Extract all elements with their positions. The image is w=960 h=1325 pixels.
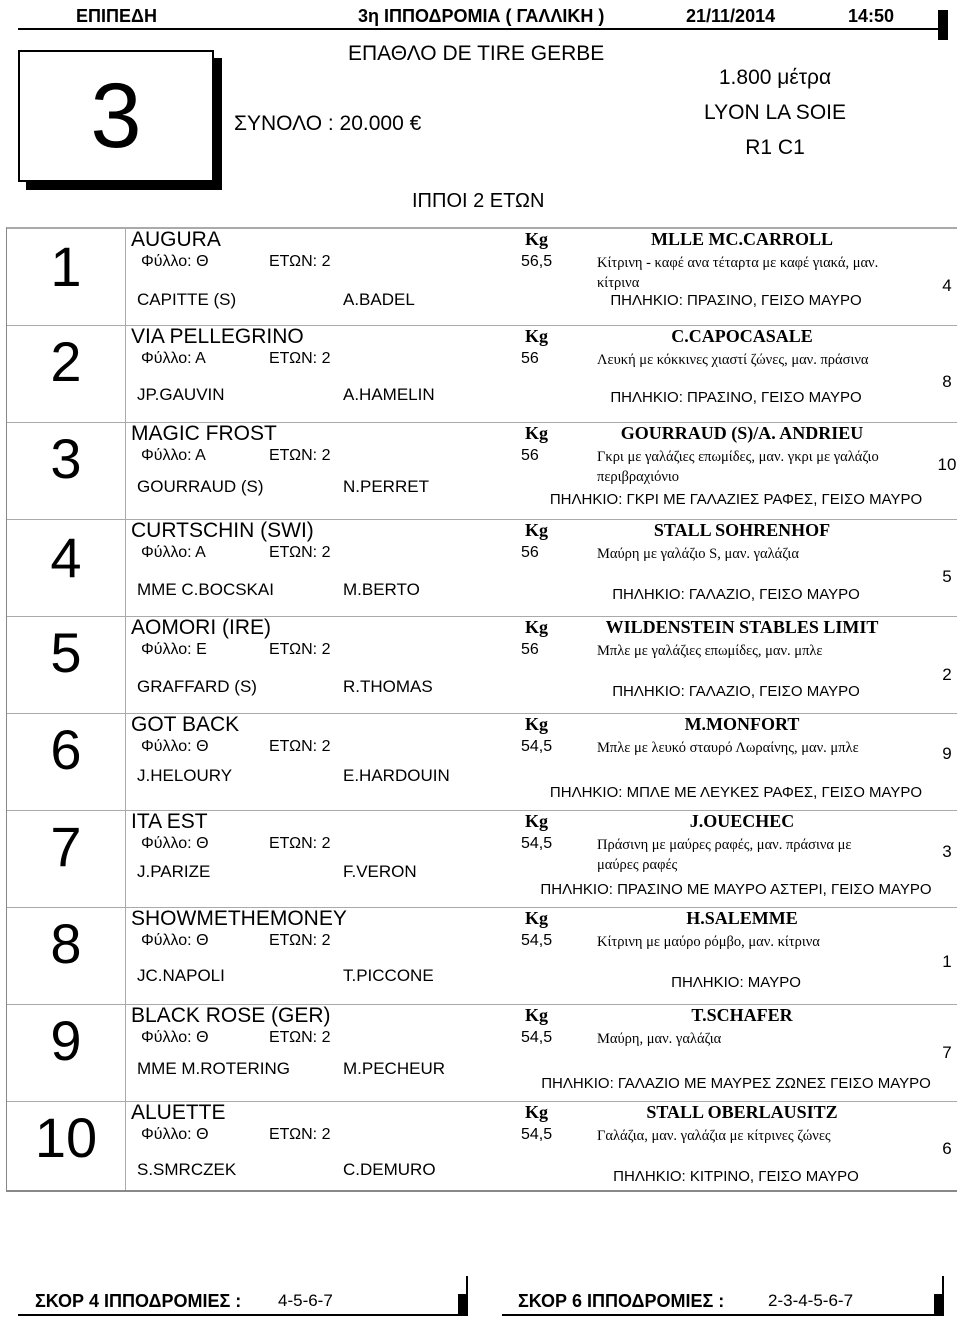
runner-number: 1 xyxy=(50,235,82,298)
owner-name: J.OUECHEC xyxy=(689,811,795,831)
kg-label: Kg xyxy=(525,326,549,346)
owner-name: STALL SOHRENHOF xyxy=(653,520,831,540)
kg-label: Kg xyxy=(525,1005,549,1025)
runner-number: 5 xyxy=(50,621,82,684)
owner-name: T.SCHAFER xyxy=(691,1005,793,1025)
horse-age: ΕΤΩΝ: 2 xyxy=(269,350,331,367)
horse-age: ΕΤΩΝ: 2 xyxy=(269,253,331,270)
trainer-name: M.BERTO xyxy=(343,580,420,599)
owner-name: M.MONFORT xyxy=(684,714,800,734)
owner-name: C.CAPOCASALE xyxy=(671,326,813,346)
score4-box xyxy=(18,1276,468,1316)
owner-name: STALL OBERLAUSITZ xyxy=(646,1102,838,1122)
helmet-colors: ΠΗΛΗΚΙΟ: ΓΚΡΙ ΜΕ ΓΑΛΑΖΙΕΣ ΡΑΦΕΣ, ΓΕΙΣΟ ΜΑΥΡΟ xyxy=(549,491,923,508)
score6-box xyxy=(502,1276,944,1316)
jockey-name: MME C.BOCSKAI xyxy=(137,580,274,599)
horse-age: ΕΤΩΝ: 2 xyxy=(269,544,331,561)
horse-sex: Φύλλο: Α xyxy=(141,544,206,561)
runner-row xyxy=(7,810,957,908)
jockey-name: MME M.ROTERING xyxy=(137,1059,290,1078)
race-label: 3η ΙΠΠΟΔΡΟΜΙΑ ( ΓΑΛΛΙΚΗ ) xyxy=(358,6,605,26)
runner-number: 7 xyxy=(50,815,82,878)
kg-label: Kg xyxy=(525,423,549,443)
race-distance: 1.800 μέτρα xyxy=(718,66,832,89)
score6-box-edge xyxy=(934,1294,944,1314)
trainer-name: N.PERRET xyxy=(343,477,429,496)
silks-description: Μπλε με γαλάζιες επωμίδες, μαν. μπλε xyxy=(597,643,823,659)
runner-number: 6 xyxy=(50,718,82,781)
kg-label: Kg xyxy=(525,1102,549,1122)
prize-name: ΕΠΑΘΛΟ DE TIRE GERBE xyxy=(348,42,605,65)
runner-number: 9 xyxy=(50,1009,82,1072)
form-number: 3 xyxy=(942,842,952,861)
form-number: 2 xyxy=(942,665,952,684)
silks-description: Πράσινη με μαύρες ραφές, μαν. πράσινα με μαύρες ραφές xyxy=(597,837,852,873)
score6-value: 2-3-4-5-6-7 xyxy=(768,1291,854,1310)
helmet-colors: ΠΗΛΗΚΙΟ: ΓΑΛΑΖΙΟ ΜΕ ΜΑΥΡΕΣ ΖΩΝΕΣ ΓΕΙΣΟ ΜΑΥΡΟ xyxy=(541,1075,931,1092)
horse-sex: Φύλλο: Ε xyxy=(141,641,207,658)
horse-weight: 54,5 xyxy=(521,1126,553,1143)
race-number: 3 xyxy=(90,65,142,167)
horse-weight: 56 xyxy=(521,544,539,561)
runners-table xyxy=(6,227,957,1192)
horse-name: CURTSCHIN (SWI) xyxy=(131,519,314,542)
header-rule xyxy=(18,28,942,30)
trainer-name: R.THOMAS xyxy=(343,677,433,696)
owner-name: MLLE MC.CARROLL xyxy=(650,229,833,249)
kg-label: Kg xyxy=(525,617,549,637)
runner-row xyxy=(7,1101,957,1191)
horse-weight: 54,5 xyxy=(521,738,553,755)
horse-weight: 54,5 xyxy=(521,1029,553,1046)
silks-description: Κίτρινη - καφέ ανα τέταρτα με καφέ γιακά, μαν. κίτρινα xyxy=(597,255,879,291)
race-date: 21/11/2014 xyxy=(686,6,776,26)
form-number: 5 xyxy=(942,567,952,586)
trainer-name: E.HARDOUIN xyxy=(343,766,450,785)
runner-row xyxy=(7,228,957,326)
horse-name: AUGURA xyxy=(131,228,221,251)
trainer-name: C.DEMURO xyxy=(343,1160,436,1179)
horse-sex: Φύλλο: Θ xyxy=(141,1126,209,1143)
race-number-box xyxy=(18,50,214,182)
helmet-colors: ΠΗΛΗΚΙΟ: ΠΡΑΣΙΝΟ, ΓΕΙΣΟ ΜΑΥΡΟ xyxy=(610,292,862,309)
form-number: 9 xyxy=(942,744,952,763)
runner-number: 4 xyxy=(50,526,82,589)
silks-description: Λευκή με κόκκινες χιαστί ζώνες, μαν. πράσινα xyxy=(597,352,869,368)
horse-sex: Φύλλο: Θ xyxy=(141,1029,209,1046)
runner-row xyxy=(7,519,957,617)
horse-age: ΕΤΩΝ: 2 xyxy=(269,738,331,755)
horse-weight: 56 xyxy=(521,447,539,464)
runner-row xyxy=(7,422,957,520)
horse-weight: 54,5 xyxy=(521,932,553,949)
horse-age: ΕΤΩΝ: 2 xyxy=(269,447,331,464)
horse-name: MAGIC FROST xyxy=(131,422,277,445)
helmet-colors: ΠΗΛΗΚΙΟ: ΠΡΑΣΙΝΟ, ΓΕΙΣΟ ΜΑΥΡΟ xyxy=(610,389,862,406)
horse-sex: Φύλλο: Θ xyxy=(141,835,209,852)
runner-number: 10 xyxy=(34,1106,98,1169)
trainer-name: T.PICCONE xyxy=(343,966,434,985)
horse-age: ΕΤΩΝ: 2 xyxy=(269,641,331,658)
race-code: R1 C1 xyxy=(745,136,805,159)
jockey-name: J.PARIZE xyxy=(137,862,211,881)
surface-label: ΕΠΙΠΕΔΗ xyxy=(76,6,157,26)
jockey-name: GOURRAUD (S) xyxy=(137,477,264,496)
form-number: 6 xyxy=(942,1139,952,1158)
runner-number: 2 xyxy=(50,330,82,393)
jockey-name: CAPITTE (S) xyxy=(137,290,237,309)
horse-name: AOMORI (IRE) xyxy=(131,616,271,639)
kg-label: Kg xyxy=(525,908,549,928)
form-number: 7 xyxy=(942,1043,952,1062)
silks-description: Μαύρη, μαν. γαλάζια xyxy=(597,1031,722,1047)
kg-label: Kg xyxy=(525,811,549,831)
trainer-name: F.VERON xyxy=(343,862,417,881)
form-number: 8 xyxy=(942,372,952,391)
horse-age: ΕΤΩΝ: 2 xyxy=(269,1126,331,1143)
runner-row xyxy=(7,616,957,714)
silks-description: Γαλάζια, μαν. γαλάζια με κίτρινες ζώνες xyxy=(597,1128,831,1144)
horse-name: BLACK ROSE (GER) xyxy=(131,1004,331,1027)
owner-name: WILDENSTEIN STABLES LIMIT xyxy=(605,617,879,637)
horse-weight: 54,5 xyxy=(521,835,553,852)
horse-weight: 56 xyxy=(521,350,539,367)
horse-sex: Φύλλο: Α xyxy=(141,350,206,367)
score4-label: ΣΚΟΡ 4 ΙΠΠΟΔΡΟΜΙΕΣ : xyxy=(35,1291,242,1311)
runner-row xyxy=(7,1004,957,1102)
silks-description: Μαύρη με γαλάζιο S, μαν. γαλάζια xyxy=(597,546,799,562)
helmet-colors: ΠΗΛΗΚΙΟ: ΜΠΛΕ ΜΕ ΛΕΥΚΕΣ ΡΑΦΕΣ, ΓΕΙΣΟ ΜΑΥΡΟ xyxy=(549,784,923,801)
silks-description: Μπλε με λευκό σταυρό Λωραίνης, μαν. μπλε xyxy=(597,740,859,756)
kg-label: Kg xyxy=(525,714,549,734)
race-category: ΙΠΠΟΙ 2 ΕΤΩΝ xyxy=(412,190,545,212)
helmet-colors: ΠΗΛΗΚΙΟ: ΜΑΥΡΟ xyxy=(671,974,801,991)
score6-label: ΣΚΟΡ 6 ΙΠΠΟΔΡΟΜΙΕΣ : xyxy=(518,1291,725,1311)
silks-description: Γκρι με γαλάζιες επωμίδες, μαν. γκρι με γαλάζιο περιβραχιόνιο xyxy=(597,449,879,485)
horse-weight: 56,5 xyxy=(521,253,553,270)
horse-sex: Φύλλο: Θ xyxy=(141,253,209,270)
score4-box-edge xyxy=(458,1294,468,1314)
horse-sex: Φύλλο: Θ xyxy=(141,932,209,949)
owner-name: GOURRAUD (S)/A. ANDRIEU xyxy=(620,423,864,443)
runner-number: 8 xyxy=(50,912,82,975)
helmet-colors: ΠΗΛΗΚΙΟ: ΚΙΤΡΙΝΟ, ΓΕΙΣΟ ΜΑΥΡΟ xyxy=(613,1168,859,1185)
jockey-name: J.HELOURY xyxy=(137,766,233,785)
header-rule-end xyxy=(938,10,948,40)
race-time: 14:50 xyxy=(848,6,895,26)
trainer-name: M.PECHEUR xyxy=(343,1059,446,1078)
helmet-colors: ΠΗΛΗΚΙΟ: ΠΡΑΣΙΝΟ ΜΕ ΜΑΥΡΟ ΑΣΤΕΡΙ, ΓΕΙΣΟ ΜΑΥΡΟ xyxy=(540,881,932,898)
jockey-name: S.SMRCZEK xyxy=(137,1160,237,1179)
runner-row xyxy=(7,325,957,423)
prize-total: ΣΥΝΟΛΟ : 20.000 € xyxy=(234,112,422,135)
kg-label: Kg xyxy=(525,229,549,249)
horse-age: ΕΤΩΝ: 2 xyxy=(269,1029,331,1046)
kg-label: Kg xyxy=(525,520,549,540)
horse-name: ITA EST xyxy=(131,810,208,833)
runner-number: 3 xyxy=(50,427,82,490)
horse-age: ΕΤΩΝ: 2 xyxy=(269,932,331,949)
form-number: 1 xyxy=(942,952,952,971)
helmet-colors: ΠΗΛΗΚΙΟ: ΓΑΛΑΖΙΟ, ΓΕΙΣΟ ΜΑΥΡΟ xyxy=(612,586,860,603)
silks-description: Κίτρινη με μαύρο ρόμβο, μαν. κίτρινα xyxy=(597,934,820,950)
horse-name: ALUETTE xyxy=(131,1101,226,1124)
trainer-name: A.BADEL xyxy=(343,290,415,309)
horse-name: SHOWMETHEMONEY xyxy=(131,907,347,930)
jockey-name: JP.GAUVIN xyxy=(137,385,225,404)
runner-row xyxy=(7,713,957,811)
owner-name: H.SALEMME xyxy=(686,908,798,928)
score4-value: 4-5-6-7 xyxy=(278,1291,333,1310)
form-number: 4 xyxy=(942,276,952,295)
horse-sex: Φύλλο: Α xyxy=(141,447,206,464)
helmet-colors: ΠΗΛΗΚΙΟ: ΓΑΛΑΖΙΟ, ΓΕΙΣΟ ΜΑΥΡΟ xyxy=(612,683,860,700)
race-venue: LYON LA SOIE xyxy=(703,101,846,124)
jockey-name: JC.NAPOLI xyxy=(137,966,225,985)
horse-name: GOT BACK xyxy=(131,713,240,736)
horse-name: VIA PELLEGRINO xyxy=(131,325,304,348)
horse-weight: 56 xyxy=(521,641,539,658)
trainer-name: A.HAMELIN xyxy=(343,385,435,404)
horse-sex: Φύλλο: Θ xyxy=(141,738,209,755)
jockey-name: GRAFFARD (S) xyxy=(137,677,257,696)
form-number: 10 xyxy=(937,455,957,474)
horse-age: ΕΤΩΝ: 2 xyxy=(269,835,331,852)
runner-row xyxy=(7,907,957,1005)
